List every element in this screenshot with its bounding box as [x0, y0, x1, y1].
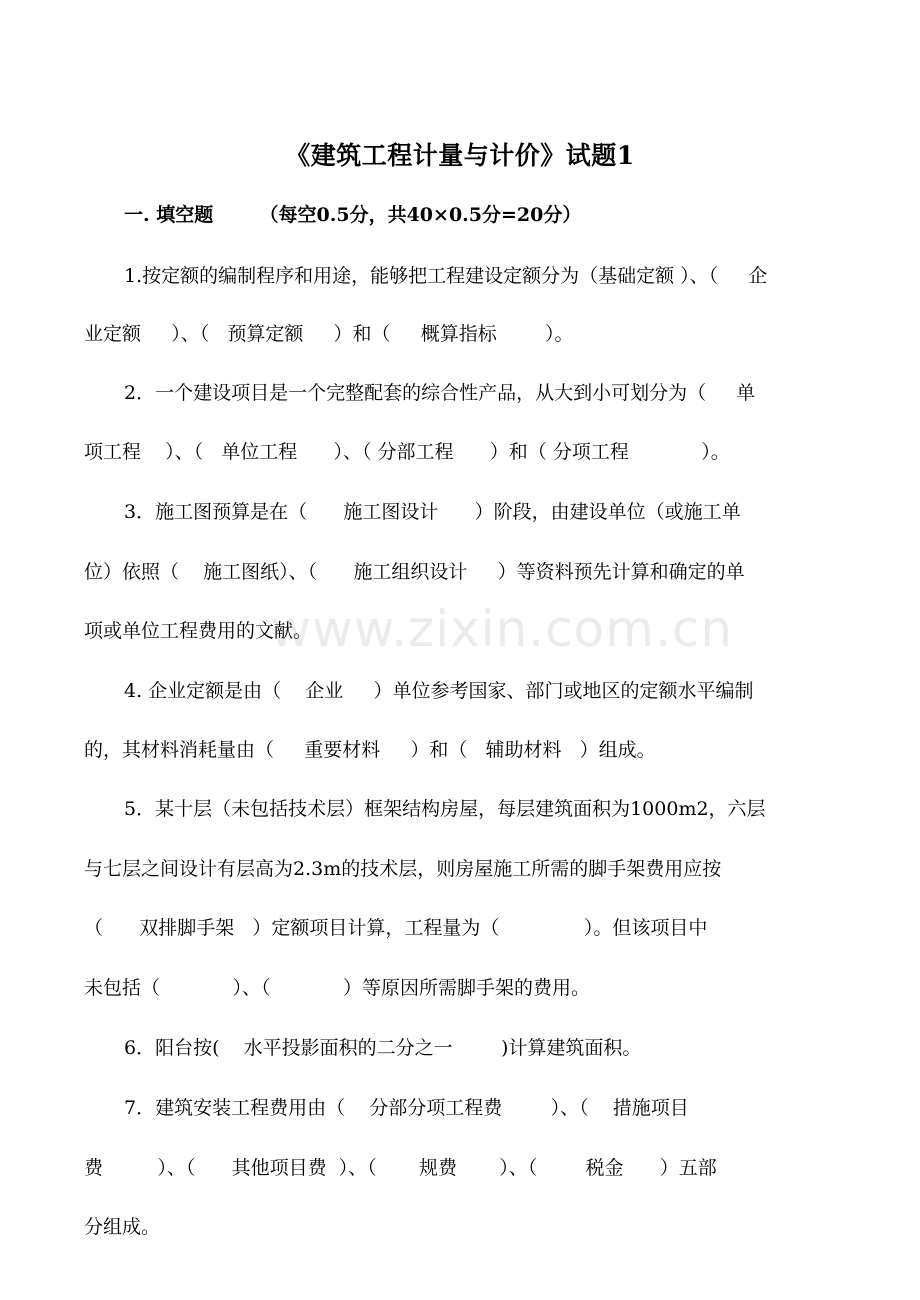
question-7-line-1: 7．建筑安装工程费用由（ 分部分项工程费 ）、（ 措施项目	[124, 1097, 689, 1119]
question-7-line-3: 分组成。	[84, 1216, 161, 1238]
question-3-line-3: 项或单位工程费用的文献。	[84, 620, 313, 642]
question-4-line-1: 4. 企业定额是由（ 企业 ）单位参考国家、部门或地区的定额水平编制	[124, 680, 754, 702]
question-5-line-2: 与七层之间设计有层高为2.3m的技术层，则房屋施工所需的脚手架费用应按	[84, 858, 722, 880]
question-7-line-2: 费 ）、（ 其他项目费 ）、（ 规费 ）、（ 税金 ）五部	[84, 1157, 717, 1179]
question-5-line-1: 5．某十层（未包括技术层）框架结构房屋，每层建筑面积为1000m2，六层	[124, 798, 766, 820]
document-title: 《建筑工程计量与计价》试题1	[285, 141, 635, 170]
question-5-line-3: （ 双排脚手架 ）定额项目计算，工程量为（ ）。但该项目中	[84, 917, 708, 939]
question-2-line-1: 2．一个建设项目是一个完整配套的综合性产品，从大到小可划分为（ 单	[124, 382, 756, 404]
watermark: www.zixin.com.cn	[270, 600, 734, 658]
question-3-line-2: 位）依照（ 施工图纸）、（ 施工组织设计 ）等资料预先计算和确定的单	[84, 561, 745, 583]
question-4-line-2: 的，其材料消耗量由（ 重要材料 ）和（ 辅助材料 ）组成。	[84, 739, 656, 761]
question-5-line-4: 未包括（ ）、（ ）等原因所需脚手架的费用。	[84, 977, 590, 999]
question-3-line-1: 3．施工图预算是在（ 施工图设计 ）阶段，由建设单位（或施工单	[124, 501, 741, 523]
question-6-line-1: 6．阳台按( 水平投影面积的二分之一 )计算建筑面积。	[124, 1037, 642, 1059]
question-2-line-2: 项工程 ）、（ 单位工程 ）、（ 分部工程 ）和（ 分项工程 ）。	[84, 441, 730, 463]
question-1-line-2: 业定额 ）、（ 预算定额 ）和（ 概算指标 ）。	[84, 323, 574, 345]
section-heading: 一. 填空题 （每空0.5分，共40×0.5分=20分）	[124, 204, 582, 226]
question-1-line-1: 1.按定额的编制程序和用途，能够把工程建设定额分为（基础定额 ）、（ 企	[124, 265, 768, 287]
